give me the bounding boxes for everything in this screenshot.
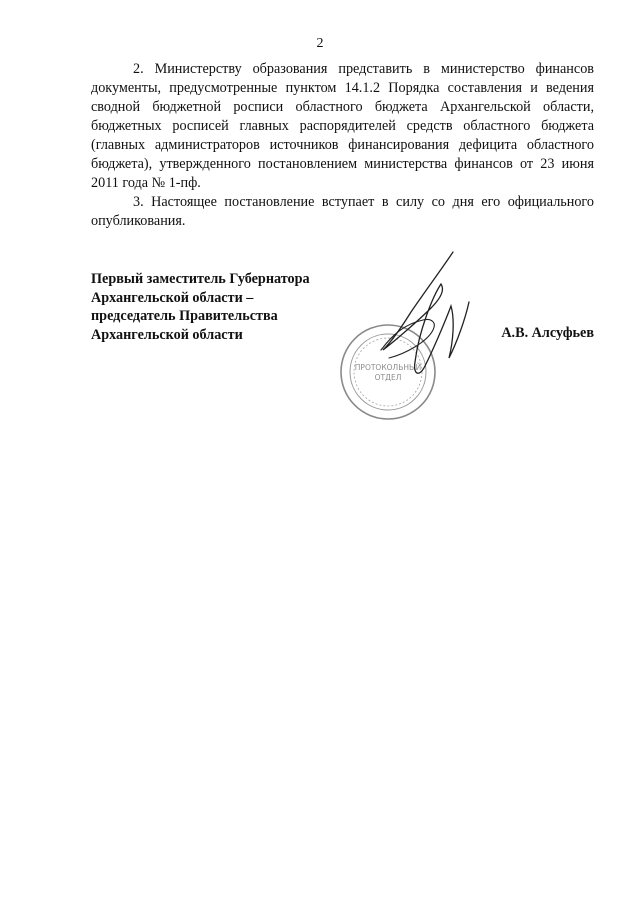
handwritten-signature — [371, 250, 481, 390]
paragraph-3: 3. Настоящее постановление вступает в силу со дня его официального опубликования. — [91, 194, 594, 229]
stamp-text-line-2: ОТДЕЛ — [374, 373, 402, 382]
signer-position-line-4: Архангельской области — [91, 326, 243, 343]
signature-block — [91, 270, 594, 470]
signer-position-line-3: председатель Правительства — [91, 308, 278, 324]
stamp-text-line-1: ПРОТОКОЛЬНЫЙ — [354, 363, 422, 372]
page-number: 2 — [316, 36, 324, 51]
signer-position — [91, 270, 310, 344]
document-body — [91, 60, 594, 231]
signer-position-line-1: Первый заместитель Губернатора — [91, 271, 310, 287]
signer-position-line-2: Архангельской области – — [91, 289, 254, 306]
signer-name: А.В. Алсуфьев — [501, 325, 594, 341]
paragraph-2: 2. Министерству образования представить в министерство финансов документы, предусмотренные пунктом 14.1.2 Порядка составления и ведения сводной бюджетной росписи областного бюджета Архангельской области, бюджетных росписей главных распорядителей средств областного бюджета (главных администраторов источников финансирования дефицита областного бюджета), утвержденного постановлением министерства финансов от 23 июня 2011 года № 1-пф. — [91, 61, 594, 191]
